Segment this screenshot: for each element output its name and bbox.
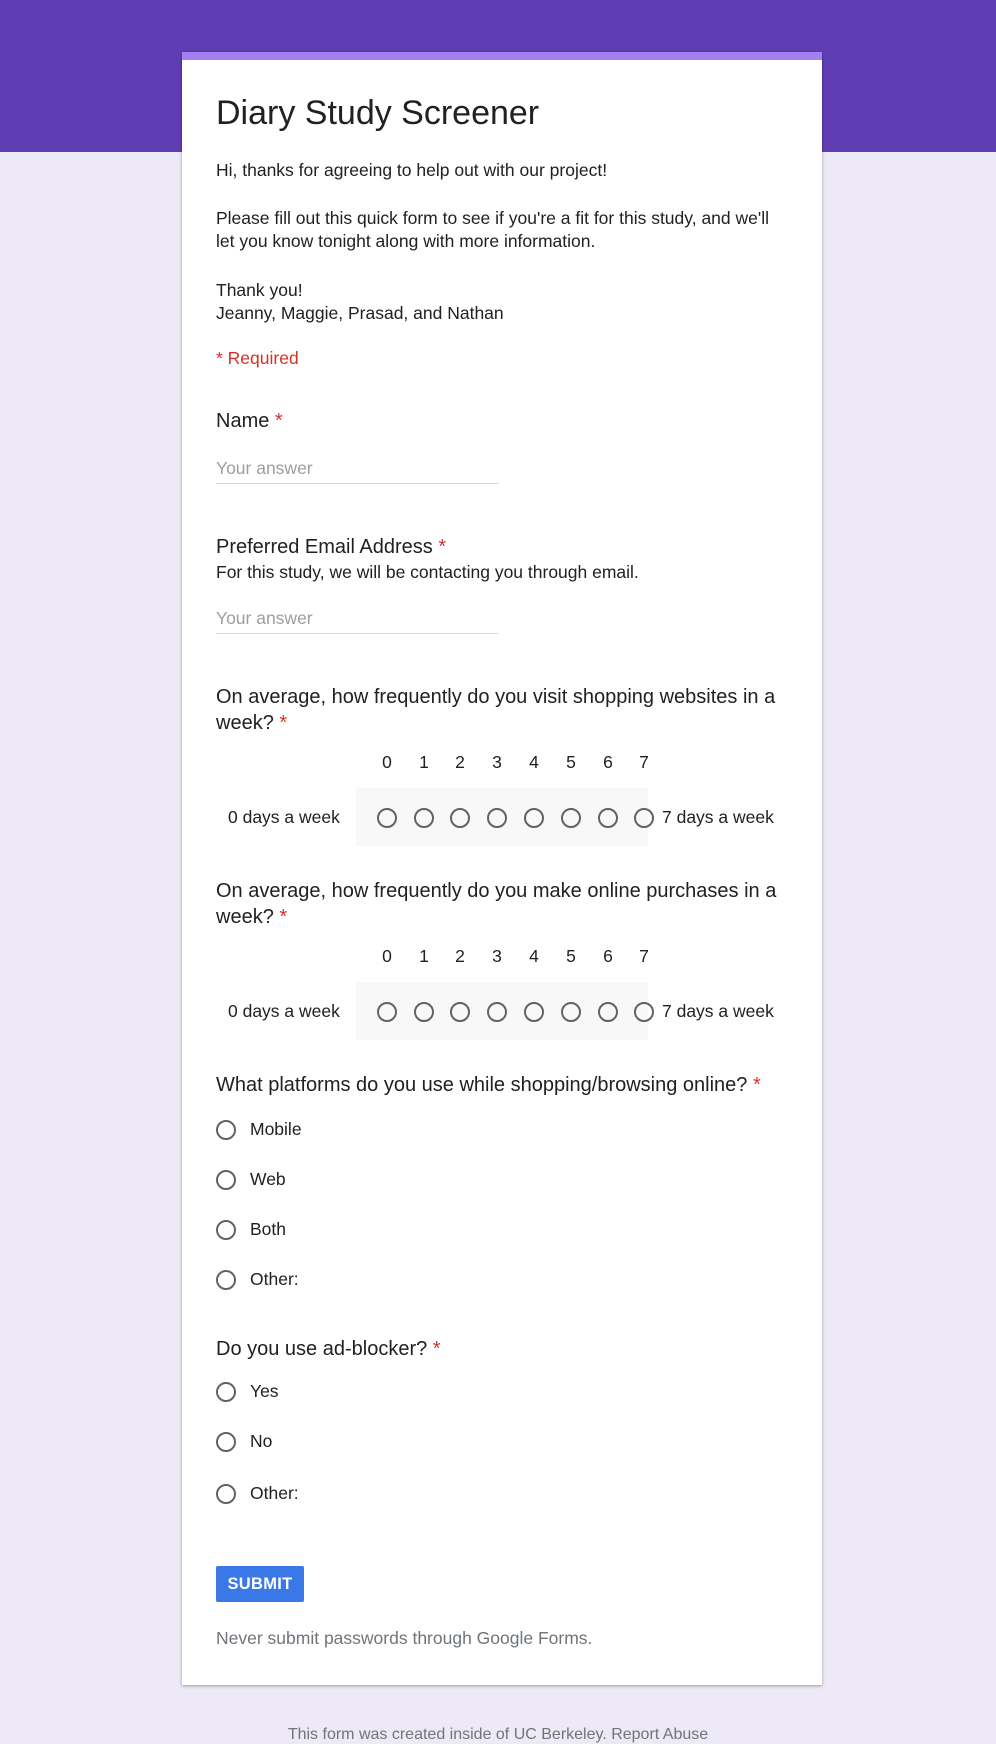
question-email-label: Preferred Email Address [216,536,433,558]
scale-radio-5[interactable] [561,808,581,828]
scale-radio-4[interactable] [524,1002,544,1022]
platform-option-mobile[interactable] [216,1118,516,1142]
adblocker-option-no[interactable] [216,1430,516,1454]
platform-option-both[interactable] [216,1218,516,1242]
platform-option-web[interactable] [216,1168,516,1192]
scale-radio-5[interactable] [561,1002,581,1022]
option-label: Web [250,1169,286,1189]
scale-radio-7[interactable] [634,808,654,828]
option-label: Mobile [250,1119,302,1139]
name-input[interactable] [216,454,498,484]
submit-button[interactable]: SUBMIT [216,1566,304,1602]
platform-option-other[interactable] [216,1268,516,1292]
question-adblocker-title [216,1336,441,1362]
card-accent-bar [182,52,822,60]
question-email-title [216,534,446,560]
radio-button[interactable] [216,1220,236,1240]
question-purchase-label-line1: On average, how frequently do you make online purchases in a [216,880,777,902]
form-description-line: let you know tonight along with more information. [216,231,596,251]
scale-low-label: 0 days a week [228,1001,340,1021]
option-label: Other: [250,1483,299,1503]
question-platforms-label: What platforms do you use while shopping/browsing online? [216,1074,748,1096]
scale-number: 0 [382,946,392,966]
option-label: Yes [250,1381,279,1401]
required-star: * [279,712,288,734]
required-star: * [274,410,283,432]
scale-high-label: 7 days a week [662,807,774,827]
scale-number: 2 [455,752,465,772]
form-title: Diary Study Screener [216,94,540,132]
visit-frequency-scale [216,752,796,846]
option-label: No [250,1431,273,1451]
scale-number: 1 [419,946,429,966]
scale-radio-7[interactable] [634,1002,654,1022]
required-note: * Required [216,348,299,368]
scale-number: 1 [419,752,429,772]
scale-number: 7 [639,752,649,772]
scale-radio-6[interactable] [598,1002,618,1022]
form-description-line: Hi, thanks for agreeing to help out with our project! [216,160,608,180]
scale-number: 2 [455,946,465,966]
required-star: * [438,536,447,558]
scale-number: 7 [639,946,649,966]
scale-number: 3 [492,752,502,772]
adblocker-option-other[interactable] [216,1482,516,1506]
scale-radio-2[interactable] [450,1002,470,1022]
question-purchase-label-line2: week? [216,906,274,928]
scale-number: 6 [603,946,613,966]
question-name-title [216,408,283,434]
scale-radio-0[interactable] [377,1002,397,1022]
scale-radio-1[interactable] [414,808,434,828]
purchase-frequency-scale [216,946,796,1040]
scale-low-label: 0 days a week [228,807,340,827]
form-description-line: Jeanny, Maggie, Prasad, and Nathan [216,303,504,323]
scale-numbers [216,752,796,776]
required-star: * [752,1074,761,1096]
question-visit-label-line2: week? [216,712,274,734]
option-label: Other: [250,1269,299,1289]
scale-radio-2[interactable] [450,808,470,828]
scale-numbers [216,946,796,970]
scale-radio-0[interactable] [377,808,397,828]
scale-number: 3 [492,946,502,966]
scale-radio-3[interactable] [487,808,507,828]
scale-number: 4 [529,946,539,966]
email-input[interactable] [216,604,498,634]
form-card [182,52,822,1685]
option-label: Both [250,1219,286,1239]
password-warning: Never submit passwords through Google Forms. [216,1628,593,1648]
radio-button[interactable] [216,1484,236,1504]
question-visit-label-line1: On average, how frequently do you visit shopping websites in a [216,686,776,708]
scale-number: 6 [603,752,613,772]
scale-radio-1[interactable] [414,1002,434,1022]
form-description-line: Please fill out this quick form to see if you're a fit for this study, and we'll [216,208,769,228]
form-description-line: Thank you! [216,280,303,300]
question-platforms-title [216,1072,761,1098]
radio-button[interactable] [216,1170,236,1190]
scale-radio-6[interactable] [598,808,618,828]
scale-number: 5 [566,946,576,966]
adblocker-option-yes[interactable] [216,1380,516,1404]
scale-radio-3[interactable] [487,1002,507,1022]
scale-number: 5 [566,752,576,772]
question-name-label: Name [216,410,270,432]
radio-button[interactable] [216,1120,236,1140]
radio-button[interactable] [216,1270,236,1290]
footer-note: This form was created inside of UC Berkeley. Report Abuse [287,1726,709,1743]
question-purchase-title [216,878,776,930]
required-star: * [432,1338,441,1360]
question-adblocker-label: Do you use ad-blocker? [216,1338,428,1360]
question-visit-title [216,684,775,736]
scale-high-label: 7 days a week [662,1001,774,1021]
scale-radio-4[interactable] [524,808,544,828]
radio-button[interactable] [216,1432,236,1452]
question-email-help: For this study, we will be contacting you through email. [216,562,639,582]
required-star: * [279,906,288,928]
scale-number: 0 [382,752,392,772]
scale-number: 4 [529,752,539,772]
radio-button[interactable] [216,1382,236,1402]
